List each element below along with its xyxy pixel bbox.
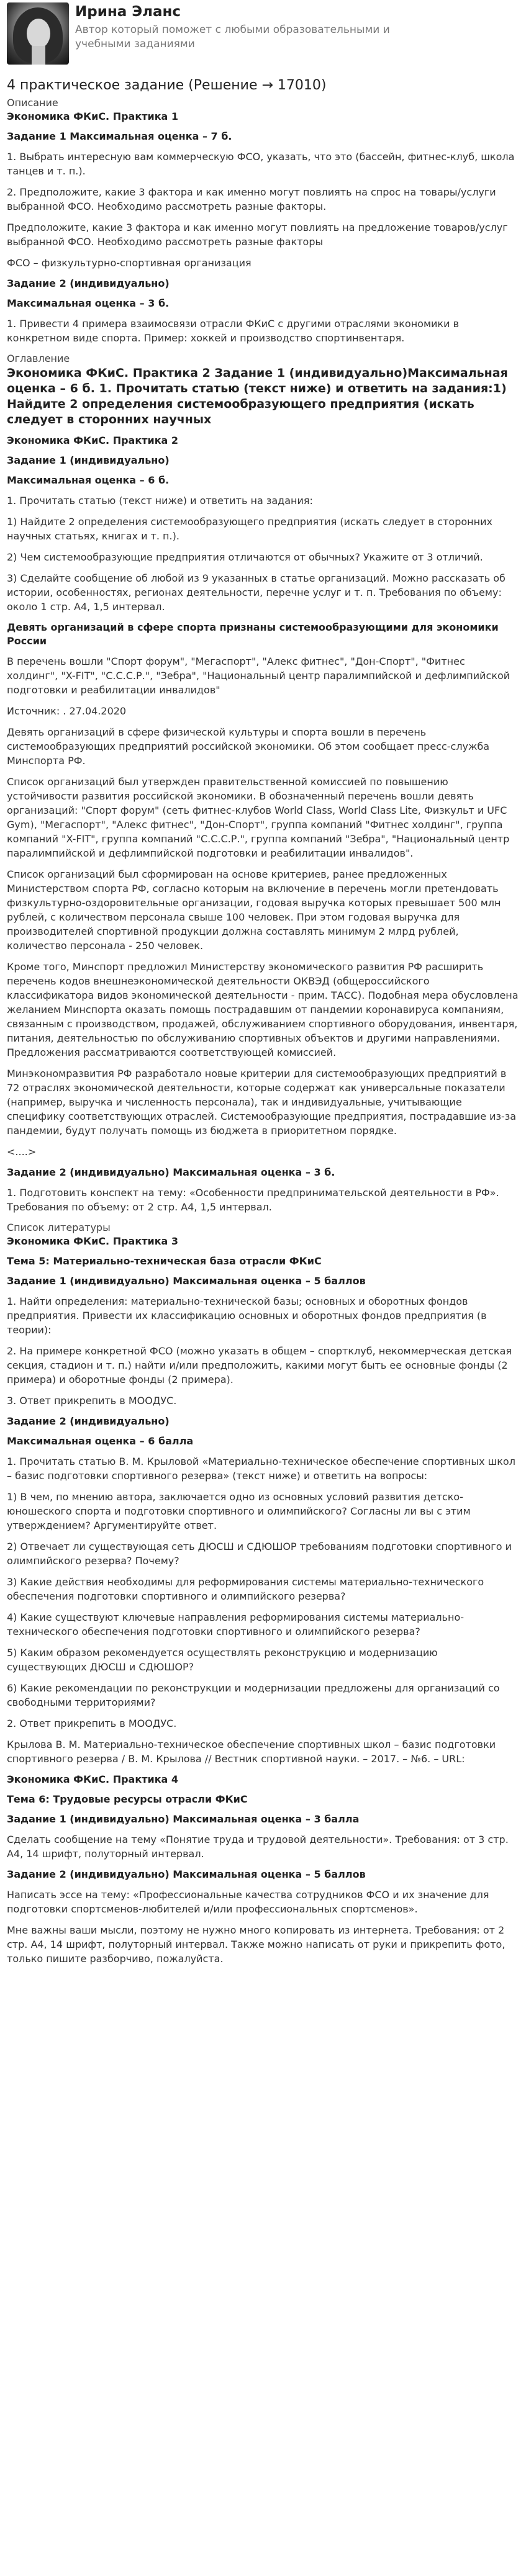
author-bio: Автор который поможет с любыми образовательными и учебными заданиями [75,24,390,50]
practice4-task2-item: Мне важны ваши мысли, поэтому не нужно много копировать из интернета. Требования: от 2 стр. А4, 14 шрифт, полуторный интервал. Также можно написать от руки и прикрепить фото, только пишите разборчиво, пожалуйста. [7,1924,506,1965]
references-citation: Крылова В. М. Материально-техническое обеспечение спортивных школ – базис подготовки спортивного резерва / В. М. Крылова // Вестник спортивной науки. – 2017. – №6. – URL: [7,1739,496,1765]
references-task2-item: 1) В чем, по мнению автора, заключается одно из основных условий развития детско-юношеского спорта и подготовки спортивного и олимпийского? Согласны ли вы с этим утверждением? Аргументируйте ответ. [7,1491,471,1531]
practice4-task1-text: Сделать сообщение на тему «Понятие труда и трудовой деятельности». Требования: от 3 стр. А4, 14 шрифт, полуторный интервал. [7,1834,509,1860]
page-title: 4 практическое задание (Решение → 17010) [7,78,327,93]
references-task2-item: 2. Ответ прикрепить в МООДУС. [7,1718,177,1729]
article-paragraph: Минэкономразвития РФ разработало новые критерии для системообразующих предприятий в 72 отраслях экономической деятельности, которые содержат как универсальные показатели (например, выручка и численность персонала), так и индивидуальные, учитывающие специфику соответствующих отраслей. Системообразующие предприятия, пострадавшие из-за пандемии, будут получать помощь из бюджета в приоритетном порядке. [7,1068,517,1137]
description-task1-item: Предположите, какие 3 фактора и как именно могут повлиять на предложение товаров/услуг выбранной ФСО. Необходимо рассмотреть разные факторы [7,222,508,248]
author-header [7,0,519,74]
description-task1-item: 1. Выбрать интересную вам коммерческую ФСО, указать, что это (бассейн, фитнес-клуб, школа танцев и т. п.). [7,151,515,177]
references-task2-item: 6) Какие рекомендации по реконструкции и модернизации предложены для организаций со свободными территориями? [7,1682,500,1708]
toc-task2-title: Задание 2 (индивидуально) Максимальная оценка – 3 б. [7,1166,335,1178]
references-task2-item: 2) Отвечает ли существующая сеть ДЮСШ и СДЮШОР требованиям подготовки спортивного и олимпийского резерва? Почему? [7,1541,512,1567]
toc-label: Оглавление [7,353,70,364]
description-label: Описание [7,97,58,109]
references-task2-title: Задание 2 (индивидуально) [7,1415,170,1427]
toc-task1-max: Максимальная оценка – 6 б. [7,474,170,486]
article-paragraph: Кроме того, Минспорт предложил Министерству экономического развития РФ расширить перечень кодов внешнеэкономической деятельности ОКВЭД (общероссийского классификатора видов экономической деятельности - прим. ТАСС). Подобная мера обусловлена желанием Минспорта оказать помощь пострадавшим от пандемии коронавируса компаниям, связанным с производством, продажей, обслуживанием спортивного оборудования, инвентаря, питания, деятельностью по обслуживанию спортивных объектов и другими направлениями. Предложения рассматриваются соответствующей комиссией. [7,961,519,1058]
practice4-topic: Тема 6: Трудовые ресурсы отрасли ФКиС [7,1793,248,1805]
references-task1-title: Задание 1 (индивидуально) Максимальная оценка – 5 баллов [7,1275,366,1287]
references-topic: Тема 5: Материально-техническая база отрасли ФКиС [7,1255,322,1267]
description-task2-item: 1. Привести 4 примера взаимосвязи отрасли ФКиС с другими отраслями экономики в конкретном виде спорта. Пример: хоккей и производство спортинвентаря. [7,318,459,344]
article-ellipsis: <....> [7,1146,37,1158]
references-task1-item: 1. Найти определения: материально-технической базы; основных и оборотных фондов предприятия. Привести их классификацию основных и оборотных фондов предприятия (в теории): [7,1295,487,1336]
references-heading: Экономика ФКиС. Практика 3 [7,1235,179,1247]
toc-heading: Экономика ФКиС. Практика 2 Задание 1 (индивидуально)Максимальная оценка – 6 б. 1. Прочитать статью (текст ниже) и ответить на задания:1) Найдите 2 определения системообразующего предприятия (искать следует в сторонних научных [7,366,508,426]
practice4-task1-title: Задание 1 (индивидуально) Максимальная оценка – 3 балла [7,1813,360,1825]
practice4-task2-item: Написать эссе на тему: «Профессиональные качества сотрудников ФСО и их значение для подготовки спортсменов-любителей и/или профессиональных спортсменов». [7,1889,489,1915]
description-heading: Экономика ФКиС. Практика 1 [7,110,179,122]
description-task1-item: 2. Предположите, какие 3 фактора и как именно могут повлиять на спрос на товары/услуги выбранной ФСО. Необходимо рассмотреть разные факторы. [7,186,496,212]
references-task2-item: 3) Какие действия необходимы для реформирования системы материально-технического обеспечения подготовки спортивного и олимпийского резерва? [7,1576,484,1602]
toc-task2-item: 1. Подготовить конспект на тему: «Особенности предпринимательской деятельности в РФ». Требования по объему: от 2 стр. А4, 1,5 интервал. [7,1187,499,1213]
practice4-task2-title: Задание 2 (индивидуально) Максимальная оценка – 5 баллов [7,1868,366,1880]
article-title: Девять организаций в сфере спорта признаны системообразующими для экономики России [7,621,499,647]
avatar-face [27,19,50,48]
description-task2-title: Задание 2 (индивидуально) [7,277,170,289]
references-label: Список литературы [7,1222,111,1233]
article-source: Источник: . 27.04.2020 [7,705,127,717]
toc-item: 2) Чем системообразующие предприятия отличаются от обычных? Укажите от 3 отличий. [7,551,483,563]
author-name[interactable]: Ирина Эланс [75,4,181,20]
references-task1-item: 3. Ответ прикрепить в МООДУС. [7,1395,177,1407]
article-paragraph: Девять организаций в сфере физической культуры и спорта вошли в перечень системообразующих предприятий российской экономики. Об этом сообщает пресс-служба Минспорта РФ. [7,726,490,767]
references-task2-item: 5) Каким образом рекомендуется осуществлять реконструкцию и модернизацию существующих ДЮСШ и СДЮШОР? [7,1647,438,1673]
article-paragraph: Список организаций был сформирован на основе критериев, ранее предложенных Министерством спорта РФ, согласно которым на включение в перечень могли претендовать физкультурно-оздоровительные организации, годовая выручка которых превышает 500 млн рублей, с количеством персонала свыше 100 человек. При этом годовая выручка для производителей спортивной продукции должна составлять минимум 2 млрд рублей, количество персонала - 250 человек. [7,868,501,952]
avatar-neck [32,46,45,65]
references-task2-item: 4) Какие существуют ключевые направления реформирования системы материально-технического обеспечения подготовки спортивного и олимпийского резерва? [7,1611,465,1637]
article-paragraph: Список организаций был утвержден правительственной комиссией по повышению устойчивости развития российской экономики. В обозначенный перечень вошли девять организаций: "Спорт форум" (сеть фитнес-клубов World Class, World Class Lite, Физкульт и UFC Gym), "Мегаспорт", "Алекс фитнес", "Дон-Спорт", группа компаний "Фитнес холдинг", группа компаний "X-FIT", группа компаний "С.С.С.Р.", группа компаний "Зебра", "Национальный центр паралимпийской и дефлимпийской подготовки и реабилитации инвалидов". [7,776,510,859]
practice4-heading: Экономика ФКиС. Практика 4 [7,1773,179,1785]
author-avatar[interactable] [7,2,69,65]
article-paragraph: В перечень вошли "Спорт форум", "Мегаспорт", "Алекс фитнес", "Дон-Спорт", "Фитнес холдинг", "X-FIT", "С.С.С.Р.", "Зебра", "Национальный центр паралимпийской и дефлимпийской подготовки и реабилитации инвалидов" [7,655,510,696]
author-info [75,0,442,52]
toc-item: 1. Прочитать статью (текст ниже) и ответить на задания: [7,495,313,507]
description-task1-title: Задание 1 Максимальная оценка – 7 б. [7,130,232,142]
toc-item: 1) Найдите 2 определения системообразующего предприятия (искать следует в сторонних научных статьях, книгах и т. п.). [7,516,492,542]
references-task2-max: Максимальная оценка – 6 балла [7,1435,194,1447]
toc-sub-heading: Экономика ФКиС. Практика 2 [7,435,179,446]
toc-task1-title: Задание 1 (индивидуально) [7,454,170,466]
toc-item: 3) Сделайте сообщение об любой из 9 указанных в статье организаций. Можно рассказать об истории, особенностях, регионах деятельности, перечне услуг и т. п. Требования по объему: около 1 стр. А4, 1,5 интервал. [7,572,506,613]
description-task2-max: Максимальная оценка – 3 б. [7,297,170,309]
description-task1-item: ФСО – физкультурно-спортивная организация [7,257,252,269]
references-task1-item: 2. На примере конкретной ФСО (можно указать в общем – спортклуб, некоммерческая детская секция, стадион и т. п.) найти и/или предположить, какими могут быть ее основные фонды (2 примера) и оборотные фонды (2 примера). [7,1345,512,1385]
references-task2-item: 1. Прочитать статью В. М. Крыловой «Материально-техническое обеспечение спортивных школ – базис подготовки спортивного резерва» (текст ниже) и ответить на вопросы: [7,1456,515,1482]
